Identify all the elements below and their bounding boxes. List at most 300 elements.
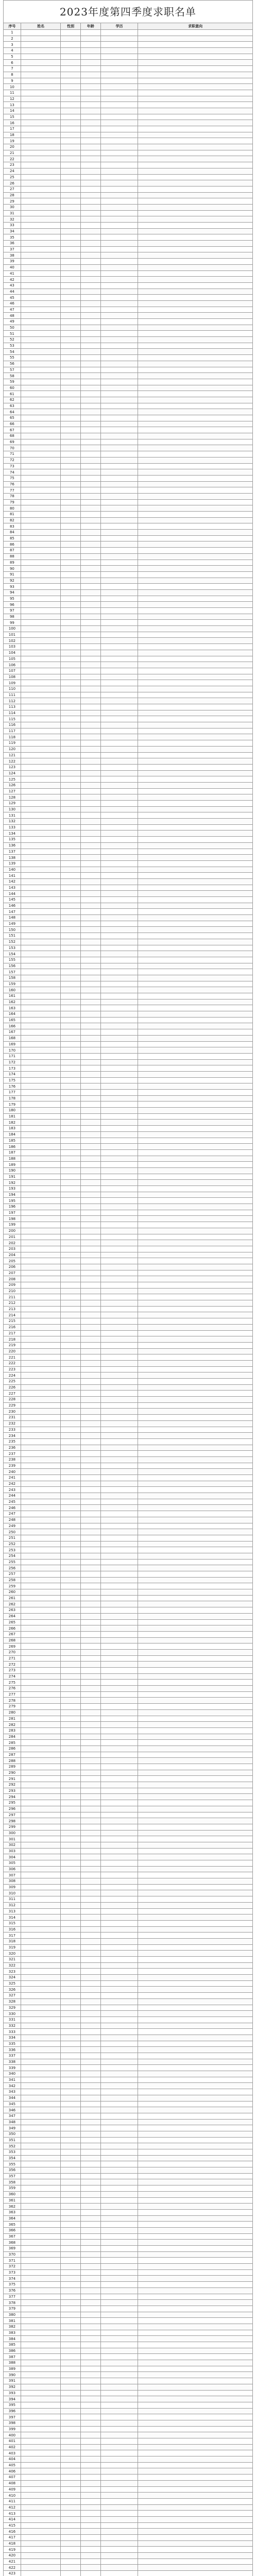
cell-gender [61,2553,81,2559]
cell-no: 332 [4,2023,21,2029]
cell-education [100,1980,138,1987]
cell-name [21,1998,60,2005]
cell-gender [61,1456,81,1463]
cell-job [138,2432,253,2438]
cell-job [138,487,253,494]
cell-name [21,1198,60,1204]
cell-no: 81 [4,512,21,518]
cell-gender [61,909,81,915]
cell-education [100,72,138,78]
cell-job [138,2246,253,2252]
cell-education [100,530,138,536]
cell-job [138,204,253,210]
table-row [4,746,253,752]
cell-gender [61,1938,81,1944]
cell-job [138,1625,253,1632]
table-row [4,1420,253,1427]
cell-education [100,2408,138,2414]
cell-no: 34 [4,228,21,234]
cell-no: 223 [4,1366,21,1372]
cell-no: 256 [4,1565,21,1571]
cell-age [81,2041,101,2047]
cell-gender [61,138,81,144]
cell-age [81,463,101,469]
cell-gender [61,1083,81,1090]
cell-job [138,2107,253,2113]
table-row [4,90,253,96]
cell-no: 24 [4,168,21,174]
cell-education [100,1770,138,1776]
cell-name [21,1487,60,1493]
cell-gender [61,1643,81,1650]
cell-gender [61,1180,81,1186]
cell-name [21,1433,60,1439]
cell-name [21,1589,60,1596]
cell-education [100,975,138,981]
cell-age [81,2414,101,2420]
cell-job [138,1204,253,1210]
cell-no: 144 [4,891,21,897]
cell-age [81,186,101,192]
cell-job [138,331,253,337]
cell-age [81,1348,101,1354]
cell-age [81,2011,101,2017]
cell-education [100,776,138,783]
cell-gender [61,168,81,174]
cell-name [21,788,60,794]
table-row [4,2071,253,2077]
cell-education [100,481,138,487]
cell-job [138,1047,253,1054]
cell-job [138,2330,253,2336]
cell-job [138,2535,253,2541]
cell-education [100,2486,138,2493]
cell-no: 370 [4,2251,21,2258]
cell-education [100,1234,138,1240]
cell-age [81,2282,101,2288]
cell-job [138,578,253,584]
table-row [4,512,253,518]
cell-age [81,2402,101,2408]
cell-gender [61,2161,81,2167]
cell-job [138,241,253,247]
cell-age [81,2516,101,2522]
cell-no: 262 [4,1601,21,1607]
cell-job [138,2095,253,2101]
cell-gender [61,885,81,891]
cell-no: 151 [4,933,21,939]
table-row [4,2023,253,2029]
cell-gender [61,1806,81,1812]
table-row [4,1210,253,1216]
cell-name [21,1288,60,1294]
cell-education [100,571,138,578]
table-row [4,2306,253,2312]
cell-education [100,1595,138,1601]
table-row [4,1565,253,1571]
cell-name [21,1625,60,1632]
cell-name [21,1613,60,1619]
cell-education [100,1131,138,1138]
cell-job [138,1420,253,1427]
cell-education [100,2269,138,2276]
cell-no: 272 [4,1662,21,1668]
cell-education [100,451,138,457]
table-row [4,2558,253,2565]
cell-education [100,969,138,975]
cell-gender [61,264,81,270]
cell-no: 294 [4,1794,21,1800]
cell-no: 278 [4,1698,21,1704]
table-row [4,2167,253,2174]
cell-no: 114 [4,710,21,716]
table-row [4,1300,253,1307]
cell-name [21,680,60,686]
table-row [4,1589,253,1596]
table-row [4,2011,253,2017]
cell-age [81,812,101,819]
table-row [4,1975,253,1981]
cell-name [21,204,60,210]
table-row [4,2547,253,2553]
cell-name [21,668,60,674]
cell-gender [61,415,81,421]
cell-age [81,180,101,187]
cell-gender [61,307,81,313]
cell-age [81,758,101,765]
cell-no: 18 [4,132,21,138]
cell-no: 211 [4,1294,21,1300]
cell-gender [61,204,81,210]
cell-name [21,1920,60,1926]
cell-gender [61,1890,81,1896]
cell-education [100,2312,138,2318]
table-row [4,1896,253,1903]
cell-name [21,1902,60,1908]
cell-education [100,1071,138,1077]
cell-job [138,1149,253,1156]
cell-name [21,2468,60,2475]
cell-name [21,319,60,325]
document-title: 2023年度第四季度求职名单 [3,0,253,23]
cell-education [100,96,138,102]
cell-name [21,361,60,367]
cell-name [21,860,60,867]
cell-name [21,234,60,241]
cell-education [100,36,138,42]
table-row [4,30,253,36]
cell-no: 137 [4,849,21,855]
cell-job [138,1228,253,1234]
cell-education [100,1583,138,1589]
cell-job [138,1914,253,1921]
cell-gender [61,2475,81,2481]
table-row [4,1113,253,1120]
cell-age [81,2113,101,2119]
cell-job [138,2282,253,2288]
cell-job [138,915,253,921]
cell-gender [61,2294,81,2300]
cell-job [138,138,253,144]
cell-age [81,493,101,499]
cell-job [138,704,253,710]
cell-education [100,589,138,596]
cell-age [81,331,101,337]
cell-education [100,108,138,114]
cell-name [21,2143,60,2149]
cell-gender [61,2264,81,2270]
cell-age [81,2161,101,2167]
cell-age [81,1427,101,1433]
cell-name [21,1854,60,1860]
cell-education [100,1156,138,1162]
cell-no: 198 [4,1216,21,1222]
cell-education [100,512,138,518]
table-row [4,343,253,349]
cell-no: 389 [4,2366,21,2372]
cell-name [21,2107,60,2113]
cell-no: 336 [4,2047,21,2053]
cell-education [100,1095,138,1101]
cell-name [21,1722,60,1728]
table-row [4,819,253,825]
cell-age [81,2264,101,2270]
cell-name [21,2287,60,2294]
cell-name [21,2486,60,2493]
cell-job [138,734,253,740]
table-row [4,457,253,463]
table-row [4,1264,253,1270]
cell-gender [61,1071,81,1077]
cell-age [81,1210,101,1216]
table-row [4,2258,253,2264]
cell-job [138,457,253,463]
cell-gender [61,277,81,283]
cell-gender [61,1126,81,1132]
cell-education [100,1535,138,1541]
cell-gender [61,957,81,963]
cell-education [100,1631,138,1637]
table-row [4,1415,253,1421]
cell-job [138,819,253,825]
cell-age [81,1391,101,1397]
cell-education [100,2396,138,2402]
cell-job [138,2209,253,2215]
cell-age [81,1704,101,1710]
cell-no: 245 [4,1499,21,1505]
cell-no: 251 [4,1535,21,1541]
cell-gender [61,1662,81,1668]
cell-age [81,162,101,168]
cell-name [21,1481,60,1487]
cell-education [100,1951,138,1957]
cell-age [81,740,101,747]
cell-no: 51 [4,331,21,337]
cell-no: 184 [4,1131,21,1138]
cell-name [21,1402,60,1409]
cell-gender [61,1842,81,1848]
cell-education [100,439,138,445]
cell-education [100,30,138,36]
cell-job [138,1848,253,1854]
cell-job [138,2005,253,2011]
cell-education [100,2372,138,2378]
cell-no: 102 [4,638,21,644]
cell-gender [61,1993,81,1999]
cell-job [138,1577,253,1583]
cell-gender [61,1120,81,1126]
cell-age [81,1198,101,1204]
cell-education [100,385,138,391]
cell-name [21,2402,60,2408]
cell-age [81,2287,101,2294]
cell-age [81,1998,101,2005]
cell-job [138,2300,253,2306]
cell-name [21,228,60,234]
cell-gender [61,1192,81,1198]
cell-gender [61,1655,81,1662]
cell-gender [61,132,81,138]
cell-education [100,300,138,307]
cell-gender [61,1698,81,1704]
table-row [4,54,253,60]
cell-age [81,2240,101,2246]
cell-job [138,548,253,554]
cell-education [100,2179,138,2185]
cell-education [100,1745,138,1752]
table-row [4,1126,253,1132]
cell-age [81,903,101,909]
cell-age [81,2378,101,2384]
cell-age [81,42,101,48]
cell-gender [61,2282,81,2288]
cell-name [21,2065,60,2071]
cell-job [138,2016,253,2023]
cell-no: 360 [4,2191,21,2197]
cell-job [138,662,253,668]
cell-gender [61,722,81,728]
cell-age [81,475,101,481]
cell-age [81,1475,101,1481]
cell-age [81,1240,101,1246]
cell-name [21,2005,60,2011]
table-row [4,138,253,144]
cell-job [138,927,253,933]
cell-job [138,1782,253,1788]
cell-education [100,638,138,644]
table-row [4,553,253,560]
cell-job [138,897,253,903]
cell-job [138,1957,253,1963]
cell-name [21,1529,60,1535]
cell-no: 283 [4,1727,21,1734]
cell-gender [61,1962,81,1969]
table-row [4,2324,253,2330]
cell-age [81,1463,101,1469]
cell-no: 162 [4,999,21,1005]
cell-age [81,1987,101,1993]
cell-job [138,1017,253,1023]
cell-no: 296 [4,1806,21,1812]
cell-education [100,2493,138,2499]
cell-gender [61,1523,81,1529]
cell-name [21,367,60,373]
cell-job [138,2047,253,2053]
table-row [4,1613,253,1619]
cell-education [100,1908,138,1914]
cell-name [21,1698,60,1704]
cell-age [81,2023,101,2029]
cell-gender [61,620,81,626]
table-row [4,1788,253,1794]
cell-education [100,1397,138,1403]
cell-age [81,2498,101,2504]
cell-name [21,957,60,963]
cell-no: 57 [4,367,21,373]
cell-age [81,2565,101,2571]
cell-name [21,638,60,644]
table-row [4,2426,253,2432]
cell-gender [61,241,81,247]
cell-education [100,337,138,343]
cell-age [81,216,101,223]
cell-gender [61,1360,81,1366]
cell-name [21,740,60,747]
cell-no: 234 [4,1433,21,1439]
cell-education [100,421,138,427]
cell-age [81,1144,101,1150]
table-row [4,1095,253,1101]
cell-age [81,1397,101,1403]
cell-job [138,1167,253,1174]
cell-education [100,1210,138,1216]
cell-age [81,1071,101,1077]
cell-job [138,2233,253,2240]
cell-age [81,915,101,921]
cell-education [100,1727,138,1734]
cell-gender [61,903,81,909]
cell-job [138,433,253,439]
cell-job [138,2312,253,2318]
cell-education [100,1354,138,1361]
cell-no: 182 [4,1120,21,1126]
cell-age [81,2246,101,2252]
cell-no: 334 [4,2035,21,2041]
cell-job [138,493,253,499]
cell-gender [61,2059,81,2065]
cell-job [138,421,253,427]
cell-education [100,295,138,301]
cell-name [21,915,60,921]
cell-education [100,1222,138,1228]
cell-education [100,433,138,439]
cell-education [100,1920,138,1926]
table-row [4,1330,253,1336]
cell-no: 297 [4,1812,21,1818]
cell-name [21,1174,60,1180]
cell-gender [61,1011,81,1018]
cell-education [100,1944,138,1951]
cell-education [100,1860,138,1867]
cell-age [81,2294,101,2300]
cell-name [21,824,60,831]
table-row [4,1776,253,1782]
cell-name [21,2137,60,2143]
cell-age [81,1655,101,1662]
cell-age [81,1234,101,1240]
cell-name [21,764,60,770]
cell-job [138,831,253,837]
